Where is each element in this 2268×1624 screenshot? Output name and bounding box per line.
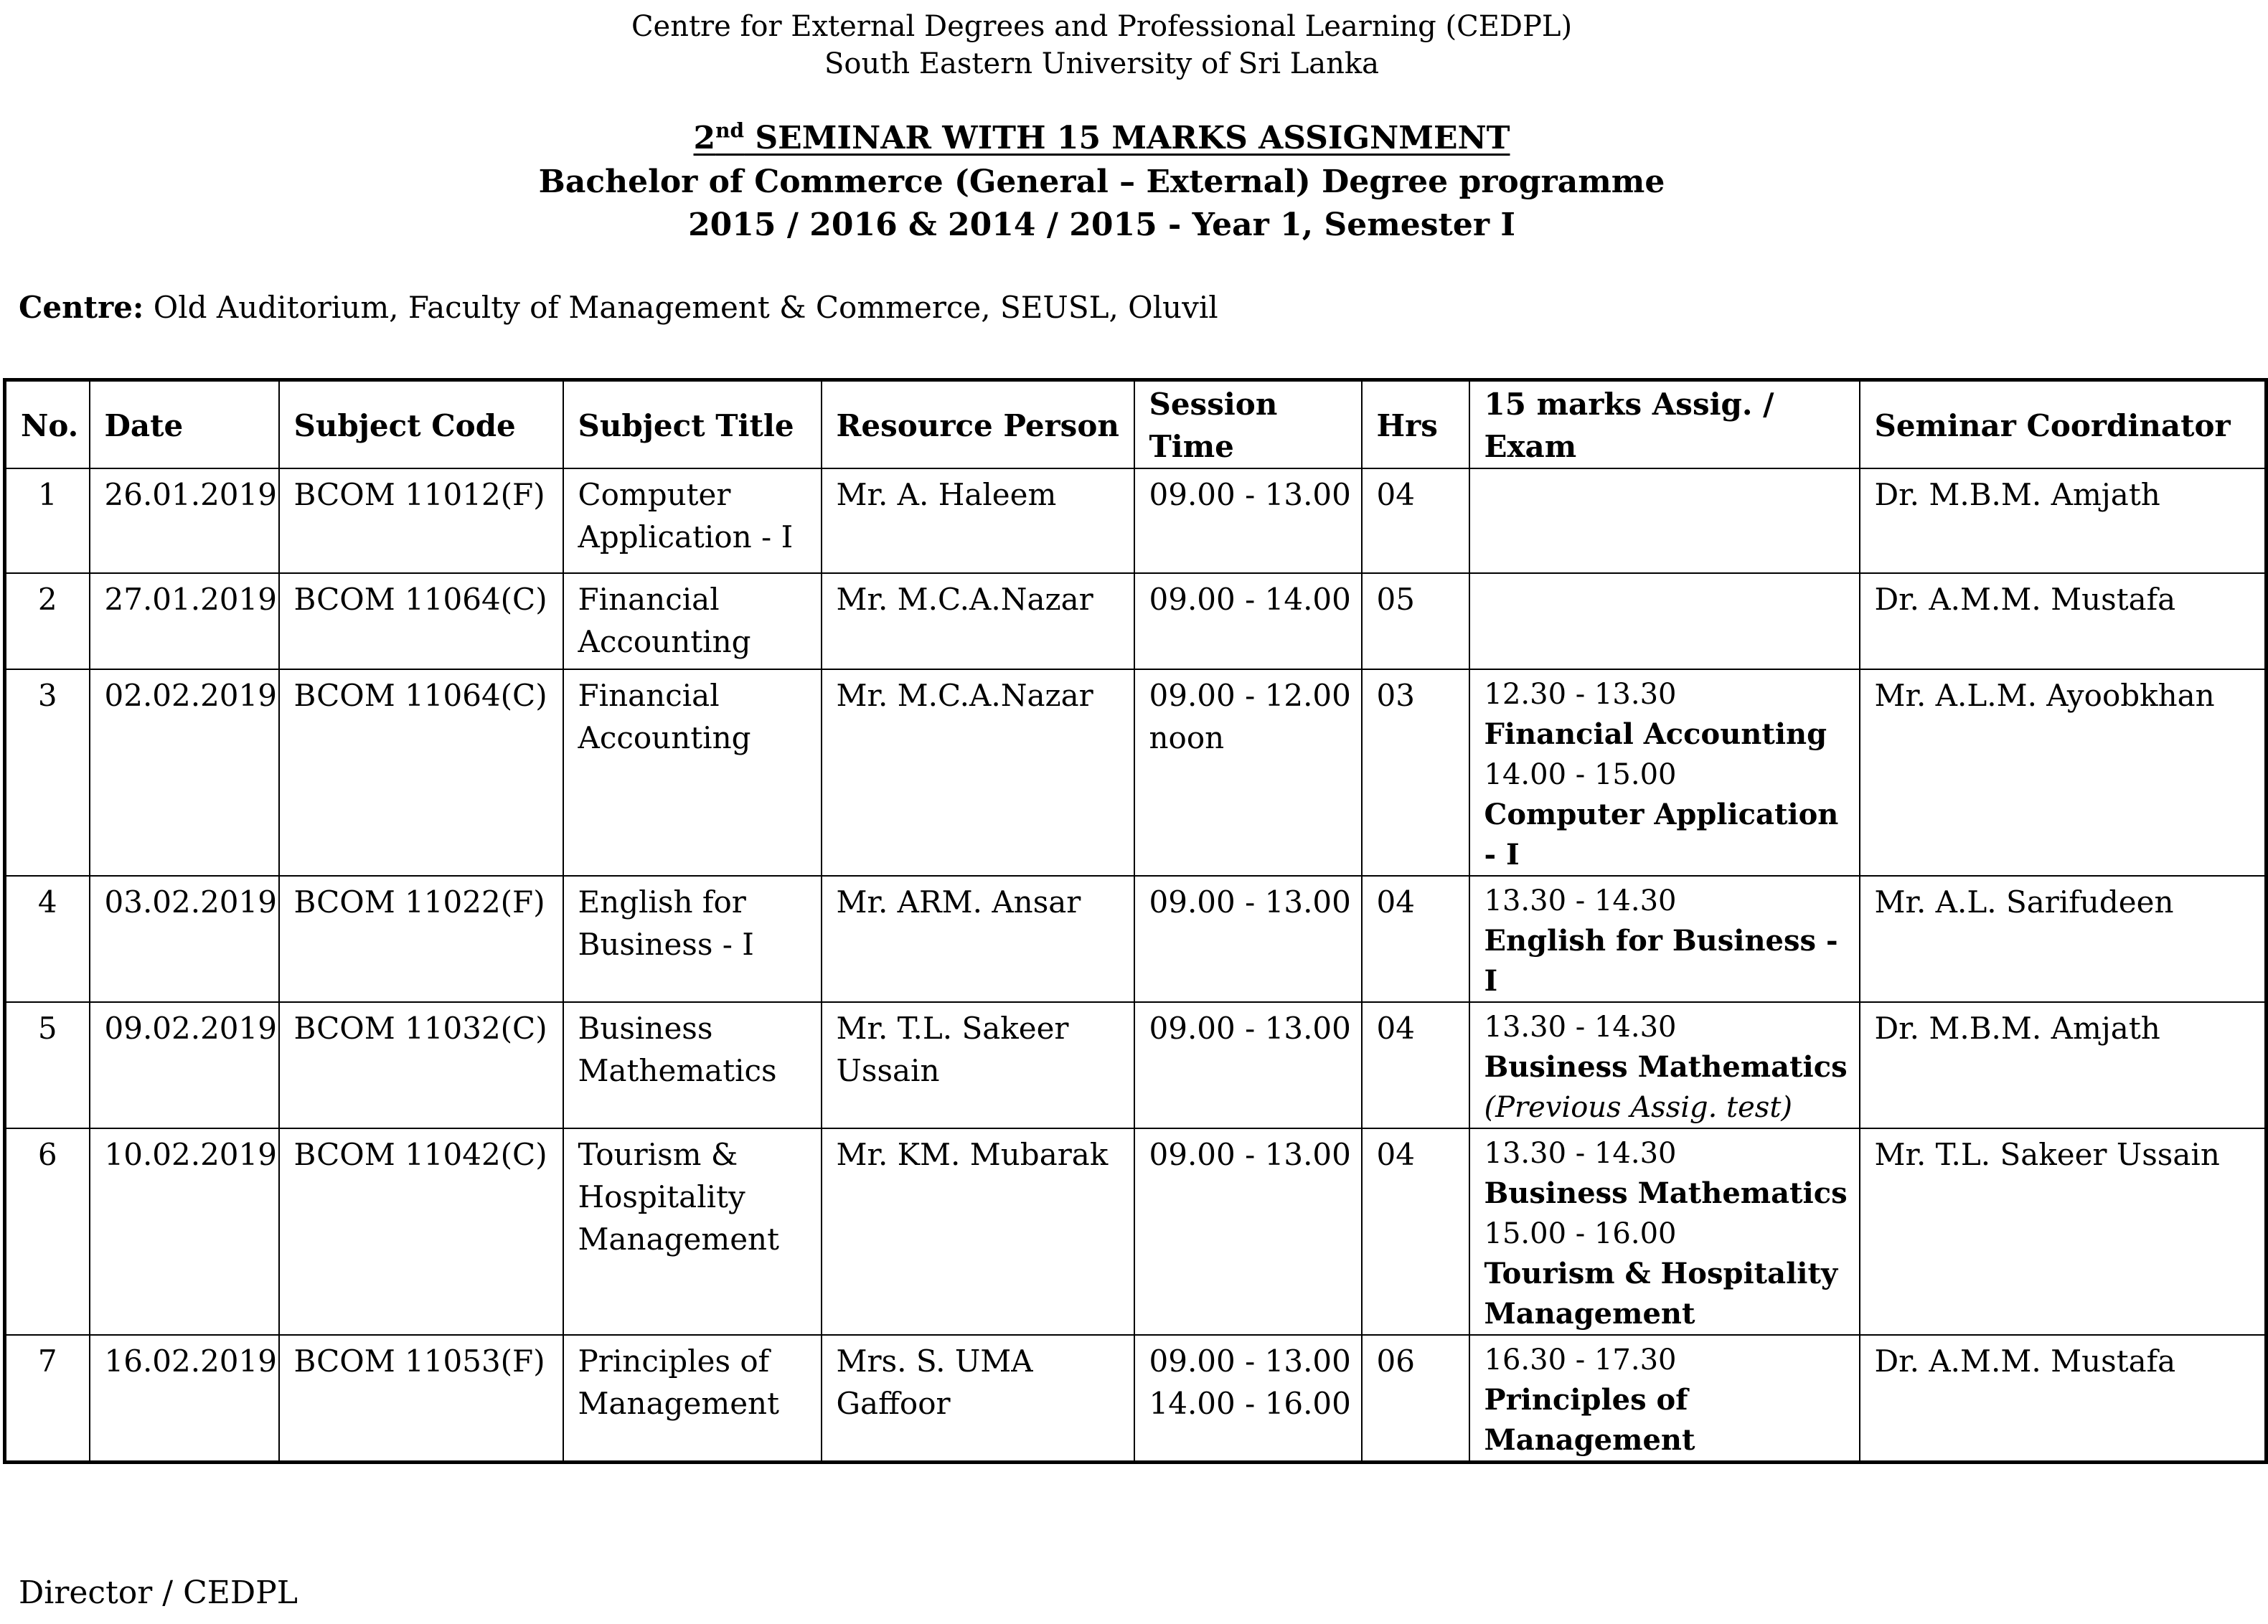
- cell-subject-code: BCOM 11012(F): [279, 468, 563, 573]
- cell-session-time: 09.00 - 13.00: [1134, 468, 1362, 573]
- header-coordinator: Seminar Coordinator: [1860, 380, 2267, 469]
- assignment-subject: Principles of Management: [1484, 1383, 1695, 1457]
- header-no: No.: [5, 380, 90, 469]
- header-resource-person: Resource Person: [822, 380, 1134, 469]
- centre-label: Centre:: [19, 290, 144, 325]
- cell-hrs: 04: [1362, 876, 1469, 1002]
- university-name: South Eastern University of Sri Lanka: [824, 47, 1379, 80]
- cell-date: 02.02.2019: [90, 669, 279, 876]
- assignment-time: 13.30 - 14.30: [1484, 884, 1677, 917]
- cell-subject-code: BCOM 11042(C): [279, 1128, 563, 1335]
- assignment-time: 13.30 - 14.30: [1484, 1011, 1677, 1044]
- cell-session-time: 09.00 - 13.00 14.00 - 16.00: [1134, 1335, 1362, 1463]
- assignment-time: 16.30 - 17.30: [1484, 1344, 1677, 1377]
- assignment-subject: Business Mathematics: [1484, 1176, 1848, 1210]
- cell-subject-title: Business Mathematics: [563, 1002, 822, 1128]
- cell-subject-code: BCOM 11053(F): [279, 1335, 563, 1463]
- table-row: [5, 1002, 2267, 1128]
- cell-session-time: 09.00 - 13.00: [1134, 876, 1362, 1002]
- table-row: [5, 876, 2267, 1002]
- cell-date: 26.01.2019: [90, 468, 279, 573]
- cell-assignment: [1469, 468, 1860, 573]
- cell-session-time: 09.00 - 13.00: [1134, 1002, 1362, 1128]
- cell-date: 10.02.2019: [90, 1128, 279, 1335]
- cell-subject-title: Computer Application - I: [563, 468, 822, 573]
- cell-resource-person: Mr. A. Haleem: [822, 468, 1134, 573]
- title-main: SEMINAR WITH 15 MARKS ASSIGNMENT: [744, 120, 1510, 156]
- header-subject-title: Subject Title: [563, 380, 822, 469]
- cell-session-time: 09.00 - 14.00: [1134, 573, 1362, 669]
- assignment-subject: English for Business - I: [1484, 924, 1838, 998]
- cell-hrs: 05: [1362, 573, 1469, 669]
- ordinal-number: 2: [693, 120, 716, 156]
- assignment-subject: Business Mathematics: [1484, 1050, 1848, 1084]
- cell-coordinator: Dr. M.B.M. Amjath: [1860, 1002, 2267, 1128]
- programme-title: Bachelor of Commerce (General – External) Degree programme: [538, 164, 1665, 200]
- assignment-subject: Financial Accounting: [1484, 717, 1827, 751]
- cell-coordinator: Dr. A.M.M. Mustafa: [1860, 1335, 2267, 1463]
- cell-hrs: 04: [1362, 468, 1469, 573]
- cell-no: 6: [5, 1128, 90, 1335]
- cell-assignment: [1469, 1002, 1860, 1128]
- cell-session-time: 09.00 - 13.00: [1134, 1128, 1362, 1335]
- cell-coordinator: Dr. A.M.M. Mustafa: [1860, 573, 2267, 669]
- header-subject-code: Subject Code: [279, 380, 563, 469]
- centre-line: [19, 287, 1218, 329]
- table-row: [5, 669, 2267, 876]
- assignment-time: 15.00 - 16.00: [1484, 1217, 1677, 1250]
- cell-resource-person: Mr. M.C.A.Nazar: [822, 573, 1134, 669]
- cell-no: 3: [5, 669, 90, 876]
- cell-resource-person: Mr. KM. Mubarak: [822, 1128, 1134, 1335]
- cell-assignment: [1469, 573, 1860, 669]
- document-title: [0, 117, 2203, 160]
- cell-coordinator: Mr. T.L. Sakeer Ussain: [1860, 1128, 2267, 1335]
- table-row: [5, 468, 2267, 573]
- header-hrs: Hrs: [1362, 380, 1469, 469]
- header-date: Date: [90, 380, 279, 469]
- cell-resource-person: Mr. ARM. Ansar: [822, 876, 1134, 1002]
- cell-no: 5: [5, 1002, 90, 1128]
- table-row: [5, 1128, 2267, 1335]
- cell-no: 4: [5, 876, 90, 1002]
- cell-date: 27.01.2019: [90, 573, 279, 669]
- header-session-time: Session Time: [1134, 380, 1362, 469]
- table-row: [5, 573, 2267, 669]
- cell-resource-person: Mr. T.L. Sakeer Ussain: [822, 1002, 1134, 1128]
- cell-no: 7: [5, 1335, 90, 1463]
- cell-resource-person: Mr. M.C.A.Nazar: [822, 669, 1134, 876]
- cell-subject-code: BCOM 11064(C): [279, 669, 563, 876]
- cell-date: 03.02.2019: [90, 876, 279, 1002]
- assignment-time: 12.30 - 13.30: [1484, 678, 1677, 711]
- cell-hrs: 04: [1362, 1128, 1469, 1335]
- cell-subject-title: English for Business - I: [563, 876, 822, 1002]
- centre-value: Old Auditorium, Faculty of Management & Commerce, SEUSL, Oluvil: [143, 290, 1218, 325]
- cell-no: 2: [5, 573, 90, 669]
- cell-subject-title: Financial Accounting: [563, 669, 822, 876]
- cell-subject-code: BCOM 11022(F): [279, 876, 563, 1002]
- cell-coordinator: Dr. M.B.M. Amjath: [1860, 468, 2267, 573]
- cell-assignment: [1469, 1335, 1860, 1463]
- table-header-row: [5, 380, 2267, 469]
- cell-subject-code: BCOM 11064(C): [279, 573, 563, 669]
- document-title-text: [694, 120, 1510, 156]
- cell-subject-title: Principles of Management: [563, 1335, 822, 1463]
- cell-subject-title: Financial Accounting: [563, 573, 822, 669]
- academic-year: 2015 / 2016 & 2014 / 2015 - Year 1, Semester I: [688, 207, 1515, 243]
- cell-hrs: 06: [1362, 1335, 1469, 1463]
- cell-session-time: 09.00 - 12.00 noon: [1134, 669, 1362, 876]
- cell-date: 09.02.2019: [90, 1002, 279, 1128]
- institution-name: Centre for External Degrees and Professional Learning (CEDPL): [631, 10, 1573, 43]
- ordinal-suffix: nd: [715, 118, 745, 143]
- cell-hrs: 04: [1362, 1002, 1469, 1128]
- assignment-time: 14.00 - 15.00: [1484, 758, 1677, 791]
- table-row: [5, 1335, 2267, 1463]
- cell-no: 1: [5, 468, 90, 573]
- signature-line: Director / CEDPL: [19, 1575, 298, 1611]
- assignment-subject: Tourism & Hospitality Management: [1484, 1257, 1838, 1331]
- cell-assignment: [1469, 669, 1860, 876]
- cell-coordinator: Mr. A.L. Sarifudeen: [1860, 876, 2267, 1002]
- cell-date: 16.02.2019: [90, 1335, 279, 1463]
- assignment-note: (Previous Assig. test): [1484, 1091, 1793, 1124]
- cell-subject-code: BCOM 11032(C): [279, 1002, 563, 1128]
- header-assignment: 15 marks Assig. / Exam: [1469, 380, 1860, 469]
- cell-hrs: 03: [1362, 669, 1469, 876]
- seminar-schedule-table: [3, 378, 2268, 1464]
- assignment-subject: Computer Application - I: [1484, 798, 1839, 872]
- cell-assignment: [1469, 1128, 1860, 1335]
- cell-resource-person: Mrs. S. UMA Gaffoor: [822, 1335, 1134, 1463]
- cell-coordinator: Mr. A.L.M. Ayoobkhan: [1860, 669, 2267, 876]
- cell-assignment: [1469, 876, 1860, 1002]
- assignment-time: 13.30 - 14.30: [1484, 1137, 1677, 1170]
- cell-subject-title: Tourism & Hospitality Management: [563, 1128, 822, 1335]
